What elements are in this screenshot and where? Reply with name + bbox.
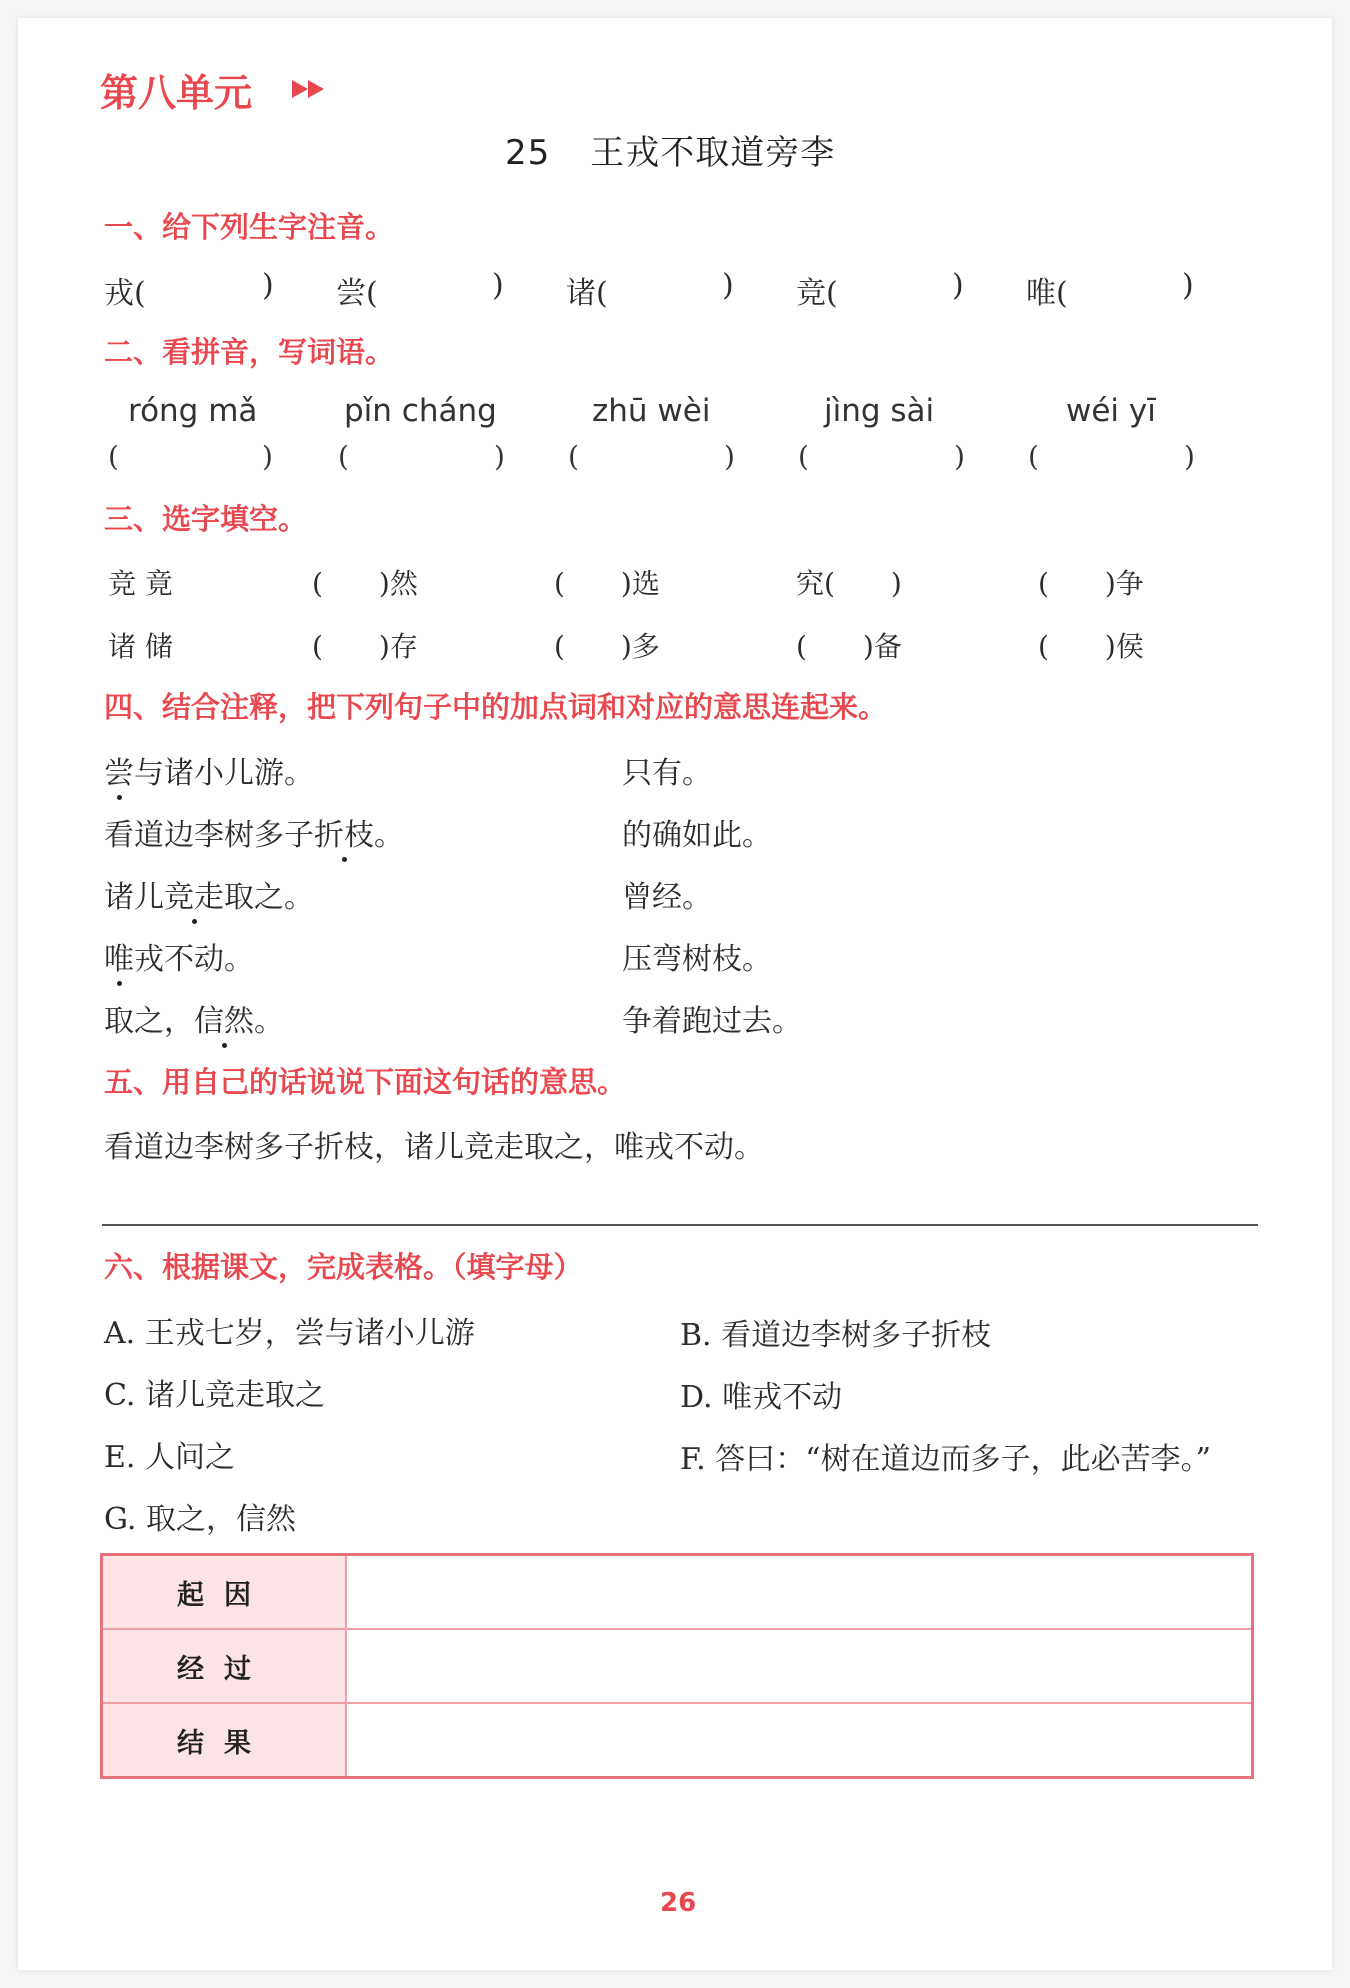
section-3-heading: 三、选字填空。 (104, 502, 308, 536)
table-row (102, 1629, 1253, 1703)
char-item-2: 尝( (336, 276, 378, 311)
char-pair: 竞 竟 (108, 567, 173, 600)
answer-close: ) (724, 440, 735, 473)
sentence-left: 诸儿竞走取之。 (104, 872, 314, 916)
section-2-heading: 二、看拼音，写词语。 (104, 335, 395, 369)
sentence-left: 取之，信然。 (104, 996, 284, 1040)
pinyin-3: zhū wèi (592, 393, 711, 429)
pinyin-4: jìng sài (824, 393, 935, 429)
answer-open: ( (568, 440, 579, 473)
fill-item: ( )多 (554, 630, 660, 663)
sentence-left: 唯戎不动。 (104, 934, 254, 978)
fill-item: 究( ) (796, 567, 902, 600)
unit-title: 第八单元 (100, 71, 253, 115)
pinyin-5: wéi yī (1066, 393, 1156, 429)
close-paren: ) (262, 268, 274, 303)
lesson-title (505, 125, 835, 174)
option-g: G. 取之，信然 (104, 1502, 296, 1537)
meaning-right: 压弯树枝。 (622, 942, 772, 977)
meaning-right: 曾经。 (622, 880, 712, 915)
table-row (102, 1703, 1253, 1778)
option-f: F. 答曰：“树在道边而多子，此必苦李。” (680, 1442, 1211, 1477)
close-paren: ) (952, 268, 964, 303)
answer-close: ) (262, 440, 273, 473)
row-label-process: 经过 (102, 1629, 347, 1703)
char-item-3: 诸( (566, 276, 608, 311)
char-item-5: 唯( (1026, 276, 1068, 311)
fill-item: ( )然 (312, 567, 418, 600)
row-label-result: 结果 (102, 1703, 347, 1778)
answer-open: ( (798, 440, 809, 473)
option-b: B. 看道边李树多子折枝 (680, 1318, 992, 1353)
char-item-1: 戎( (104, 276, 146, 311)
row-label-cause: 起因 (102, 1555, 347, 1630)
lesson-number: 25 (505, 133, 551, 173)
lesson-name: 王戎不取道旁李 (590, 133, 836, 173)
fill-item: ( )备 (796, 630, 902, 663)
answer-open: ( (338, 440, 349, 473)
answer-close: ) (1184, 440, 1195, 473)
close-paren: ) (722, 268, 734, 303)
answer-cell-cause[interactable] (346, 1555, 1253, 1630)
answer-close: ) (494, 440, 505, 473)
story-table (100, 1553, 1254, 1779)
section-6-heading: 六、根据课文，完成表格。（填字母） (104, 1250, 583, 1284)
page-number: 26 (660, 1888, 697, 1918)
answer-open: ( (108, 440, 119, 473)
answer-open: ( (1028, 440, 1039, 473)
dotted-word: 尝 (104, 748, 134, 792)
close-paren: ) (1182, 268, 1194, 303)
section-4-heading: 四、结合注释，把下列句子中的加点词和对应的意思连起来。 (104, 690, 888, 724)
dotted-word: 竞走 (164, 872, 224, 916)
fill-item: ( )争 (1038, 567, 1144, 600)
option-e: E. 人问之 (104, 1440, 235, 1475)
char-item-4: 竞( (796, 276, 838, 311)
char-pair: 诸 储 (108, 630, 173, 663)
dotted-word: 唯 (104, 934, 134, 978)
pinyin-1: róng mǎ (128, 393, 258, 429)
sentence-to-explain: 看道边李树多子折枝，诸儿竞走取之，唯戎不动。 (104, 1130, 764, 1165)
meaning-right: 争着跑过去。 (622, 1004, 802, 1039)
answer-line (102, 1224, 1258, 1226)
sentence-left: 看道边李树多子折枝。 (104, 810, 404, 854)
option-a: A. 王戎七岁，尝与诸小儿游 (104, 1316, 475, 1351)
meaning-right: 只有。 (622, 756, 712, 791)
fill-item: ( )侯 (1038, 630, 1144, 663)
section-5-heading: 五、用自己的话说说下面这句话的意思。 (104, 1065, 627, 1099)
section-1-heading: 一、给下列生字注音。 (104, 210, 395, 244)
answer-cell-result[interactable] (346, 1703, 1253, 1778)
option-d: D. 唯戎不动 (680, 1380, 843, 1415)
dotted-word: 折枝 (314, 810, 374, 854)
double-arrow-icon (290, 78, 330, 100)
close-paren: ) (492, 268, 504, 303)
answer-close: ) (954, 440, 965, 473)
answer-cell-process[interactable] (346, 1629, 1253, 1703)
dotted-word: 信然 (194, 996, 254, 1040)
option-c: C. 诸儿竞走取之 (104, 1378, 325, 1413)
sentence-left: 尝与诸小儿游。 (104, 748, 314, 792)
meaning-right: 的确如此。 (622, 818, 772, 853)
table-row (102, 1555, 1253, 1630)
fill-item: ( )选 (554, 567, 660, 600)
pinyin-2: pǐn cháng (344, 393, 497, 429)
fill-item: ( )存 (312, 630, 418, 663)
